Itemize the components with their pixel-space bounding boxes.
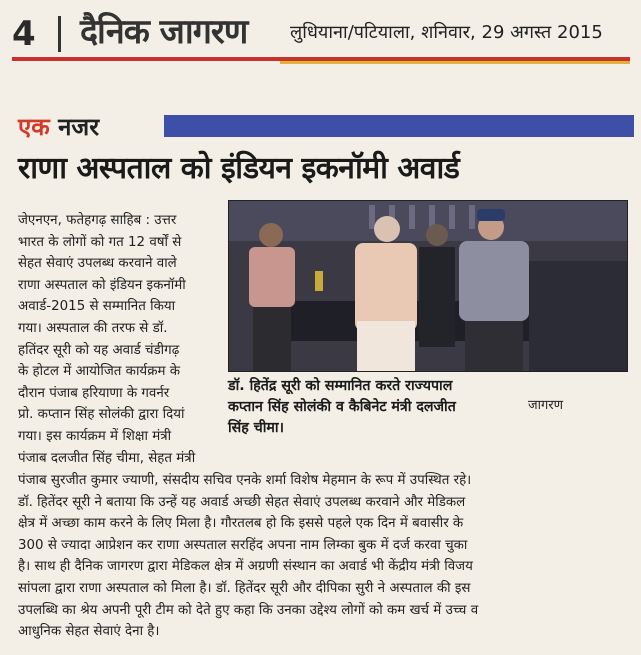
- body-line: 300 से ज्यादा आप्रेशन कर राणा अस्पताल सरहिंद अपना नाम लिम्का बुक में दर्ज करवा चुका: [18, 537, 468, 553]
- column-line: जेएनएन, फतेहगढ़ साहिब : उत्तर: [18, 213, 177, 228]
- caption-line: डॉ. हितेंद्र सूरी को सम्मानित करते राज्यपाल: [228, 378, 453, 394]
- column-line: सेहत सेवाएं उपलब्ध करवाने वाले: [18, 256, 177, 272]
- column-line: पंजाब दलजीत सिंह चीमा, सेहत मंत्री: [18, 450, 196, 466]
- column-line: हतिंदर सूरी को यह अवार्ड चंडीगढ़: [18, 342, 180, 358]
- article-headline: राणा अस्पताल को इंडियन इकनॉमी अवार्ड: [18, 151, 460, 186]
- photo-credit: जागरण: [528, 398, 564, 413]
- section-label-red: एक: [18, 113, 50, 141]
- photo-caption: [228, 376, 530, 439]
- body-line: उपलब्धि का श्रेय अपनी पूरी टीम को देते हुए कहा कि उनका उद्देश्य लोगों को कम खर्च में उच्च व: [18, 602, 479, 618]
- masthead-rule-yellow: [280, 61, 630, 64]
- dateline: लुधियाना/पटियाला, शनिवार, 29 अगस्त 2015: [290, 22, 603, 43]
- body-line: डॉ. हितेंदर सूरी ने बताया कि उन्हें यह अवार्ड अच्छी सेहत सेवाएं उपलब्ध करवाने और मेडिकल: [18, 494, 466, 510]
- section-bar: [164, 115, 634, 137]
- column-line: के होटल में आयोजित कार्यक्रम के: [18, 364, 181, 380]
- body-line: सांपला द्वारा राणा अस्पताल को मिला है। डॉ. हितेंदर सूरी और दीपिका सुरी ने अस्पताल की इस: [18, 580, 471, 596]
- caption-line: कप्तान सिंह सोलंकी व कैबिनेट मंत्री दलजीत: [228, 399, 456, 415]
- news-photo: [228, 200, 628, 372]
- column-line: भारत के लोगों को गत 12 वर्षों से: [18, 234, 182, 250]
- body-line: पंजाब सुरजीत कुमार ज्याणी, संसदीय सचिव एनके शर्मा विशेष मेहमान के रूप में उपस्थित रहे।: [18, 473, 472, 488]
- column-line: राणा अस्पताल को इंडियन इकनॉमी: [18, 277, 186, 293]
- page-number: 4: [12, 14, 36, 54]
- section-label-black: नजर: [58, 113, 100, 141]
- column-line: दौरान पंजाब हरियाणा के गवर्नर: [18, 385, 170, 401]
- masthead-separator: [58, 16, 61, 52]
- caption-line: सिंह चीमा।: [228, 420, 284, 436]
- section-label: [18, 112, 99, 142]
- body-line: आधुनिक सेहत सेवाएं देना है।: [18, 624, 160, 640]
- article-column-text: [18, 210, 218, 469]
- column-line: गया। इस कार्यक्रम में शिक्षा मंत्री: [18, 428, 172, 444]
- column-line: अवार्ड-2015 से सम्मानित किया: [18, 299, 176, 315]
- body-line: क्षेत्र में अच्छा काम करने के लिए मिला है। गौरतलब हो कि इससे पहले एक दिन में बवासीर के: [18, 516, 464, 532]
- column-line: गया। अस्पताल की तरफ से डॉ.: [18, 320, 168, 336]
- article-body-text: [18, 470, 630, 643]
- body-line: है। साथ ही दैनिक जागरण द्वारा मेडिकल क्षेत्र में अग्रणी संस्थान का अवार्ड भी केंद्रीय मंत्री विजय: [18, 559, 473, 575]
- column-line: प्रो. कप्तान सिंह सोलंकी द्वारा दियां: [18, 407, 185, 423]
- award-ceremony-illustration: [229, 201, 627, 371]
- newspaper-brand-logo: दैनिक जागरण: [80, 12, 248, 52]
